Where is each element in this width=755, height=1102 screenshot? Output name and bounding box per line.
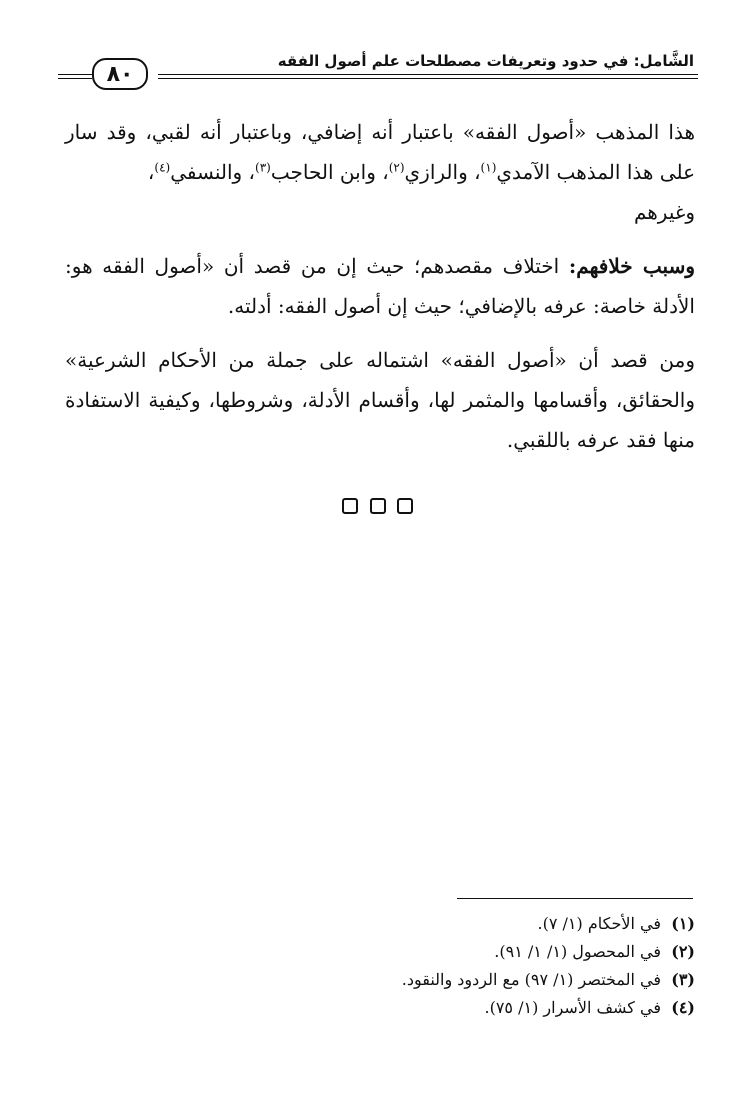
page-number-badge [92, 58, 148, 90]
footnote-number: (٣) [671, 970, 695, 989]
paragraph-1-line-2c: ، وابن الحاجب [270, 160, 389, 184]
header-rule-tail-secondary [58, 78, 92, 79]
footnote-text: في الأحكام (١/ ٧). [537, 914, 661, 933]
footnote-3 [75, 966, 695, 994]
paragraph-2-text: اختلاف مقصدهم؛ حيث إن من قصد أن «أصول الفقه هو: الأدلة خاصة: عرفه بالإضافي؛ حيث إن أصول الفقه: أدلته. [65, 254, 695, 318]
separator-square-icon [397, 498, 413, 514]
paragraph-2 [65, 246, 695, 326]
paragraph-1-line-2d: ، والنسفي [170, 160, 256, 184]
paragraph-3-text: ومن قصد أن «أصول الفقه» اشتماله على جملة من الأحكام الشرعية» والحقائق، وأقسامها والمثمر لها، وأقسام الأدلة، وشروطها، وكيفية الاستفادة منها فقد عرفه باللقبي. [65, 348, 695, 452]
paragraph-2-bold-lead: وسبب خلافهم: [568, 254, 696, 278]
paragraph-1-line-3: وغيرهم [633, 200, 695, 224]
header-rule-secondary [158, 78, 698, 79]
separator-square-icon [370, 498, 386, 514]
footnotes [75, 910, 695, 1022]
paragraph-1-line-1: هذا المذهب «أصول الفقه» باعتبار أنه إضافي، وباعتبار أنه لقبي، وقد سار [65, 120, 695, 144]
header-rule-tail [58, 74, 92, 75]
footnote-number: (٢) [671, 942, 695, 961]
footnote-number: (٤) [671, 998, 695, 1017]
paragraph-1 [65, 112, 695, 232]
footnote-number: (١) [671, 914, 695, 933]
section-separator [0, 498, 755, 518]
header-title: الشَّامل: في حدود وتعريفات مصطلحات علم أصول الفقه [277, 52, 694, 70]
header-rule [158, 74, 698, 75]
main-text [65, 112, 695, 474]
footnote-ref-4: (٤) [154, 160, 171, 175]
footnote-ref-3: (٣) [255, 160, 271, 175]
paragraph-1-line-2b: ، والرازي [404, 160, 481, 184]
footnote-1 [75, 910, 695, 938]
footnote-text: في المختصر (١/ ٩٧) مع الردود والنقود. [401, 970, 661, 989]
separator-square-icon [342, 498, 358, 514]
paragraph-1-line-2e: ، [147, 160, 155, 184]
footnote-2 [75, 938, 695, 966]
footnote-4 [75, 994, 695, 1022]
footnote-ref-2: (٢) [388, 160, 405, 175]
footnote-ref-1: (١) [480, 160, 497, 175]
page-number: ٨٠ [106, 61, 134, 87]
running-header [58, 44, 698, 96]
footnote-text: في كشف الأسرار (١/ ٧٥). [484, 998, 661, 1017]
footnote-text: في المحصول (١/ ١/ ٩١). [494, 942, 661, 961]
paragraph-3 [65, 340, 695, 460]
paragraph-1-line-2a: على هذا المذهب الآمدي [496, 160, 695, 184]
footnote-rule [457, 898, 693, 899]
